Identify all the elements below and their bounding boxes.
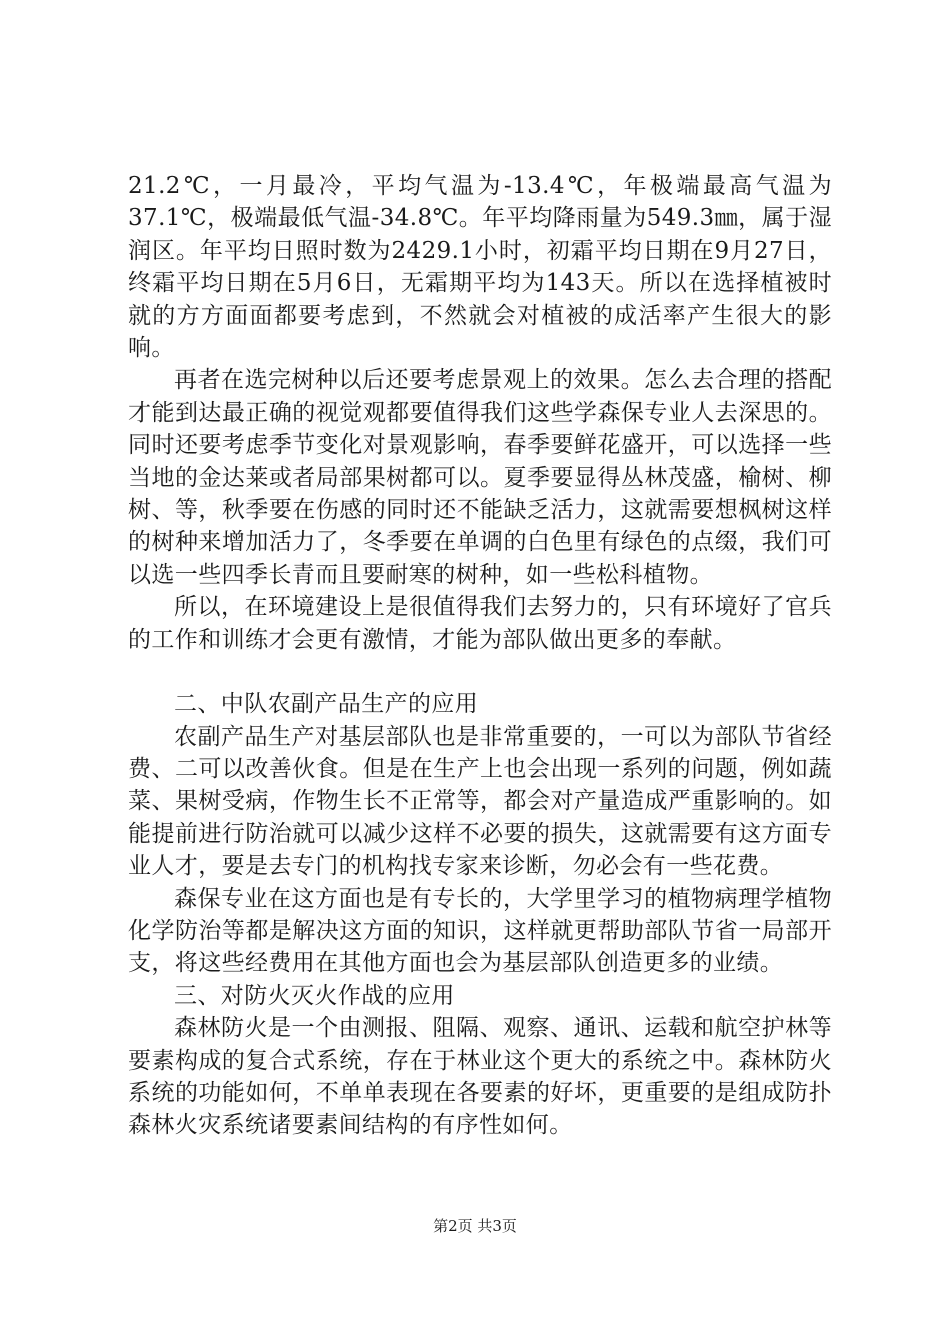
paragraph-agriculture: 农副产品生产对基层部队也是非常重要的，一可以为部队节省经费、二可以改善伙食。但是在生产上也会出现一系列的问题，例如蔬菜、果树受病，作物生长不正常等，都会对产量造成严重影响的。如能提前进行防治就可以减少这样不必要的损失，这就需要有这方面专业人才，要是去专门的机构找专家来诊断，勿必会有一些花费。 xyxy=(128,723,832,880)
page-number-footer: 第2页 共3页 xyxy=(433,1217,517,1235)
paragraph-landscape: 再者在选完树种以后还要考虑景观上的效果。怎么去合理的搭配才能到达最正确的视觉观都要值得我们这些学森保专业人去深思的。同时还要考虑季节变化对景观影响，春季要鲜花盛开，可以选择一些当地的金达莱或者局部果树都可以。夏季要显得丛林茂盛，榆树、柳树、等，秋季要在伤感的同时还不能缺乏活力，这就需要想枫树这样的树种来增加活力了，冬季要在单调的白色里有绿色的点缀，我们可以选一些四季长青而且要耐寒的树种，如一些松科植物。 xyxy=(128,367,832,588)
paragraph-environment: 所以，在环境建设上是很值得我们去努力的，只有环境好了官兵的工作和训练才会更有激情，才能为部队做出更多的奉献。 xyxy=(128,594,832,653)
section-heading-fire: 三、对防火灭火作战的应用 xyxy=(174,982,455,1009)
section-heading-agriculture: 二、中队农副产品生产的应用 xyxy=(174,691,479,718)
paragraph-forest-protection: 森保专业在这方面也是有专长的，大学里学习的植物病理学植物化学防治等都是解决这方面的知识，这样就更帮助部队节省一局部开支，将这些经费用在其他方面也会为基层部队创造更多的业绩。 xyxy=(128,885,832,977)
document-body xyxy=(128,170,832,1142)
paragraph-fire-prevention: 森林防火是一个由测报、阻隔、观察、通讯、运载和航空护林等要素构成的复合式系统，存在于林业这个更大的系统之中。森林防火系统的功能如何，不单单表现在各要素的好坏，更重要的是组成防扑森林火灾系统诸要素间结构的有序性如何。 xyxy=(128,1015,832,1139)
paragraph-climate: 21.2℃，一月最冷，平均气温为-13.4℃，年极端最高气温为37.1℃，极端最低气温-34.8℃。年平均降雨量为549.3㎜，属于湿润区。年平均日照时数为2429.1小时，初霜平均日期在9月27日，终霜平均日期在5月6日，无霜期平均为143天。所以在选择植被时就的方方面面都要考虑到，不然就会对植被的成活率产生很大的影响。 xyxy=(128,173,832,362)
